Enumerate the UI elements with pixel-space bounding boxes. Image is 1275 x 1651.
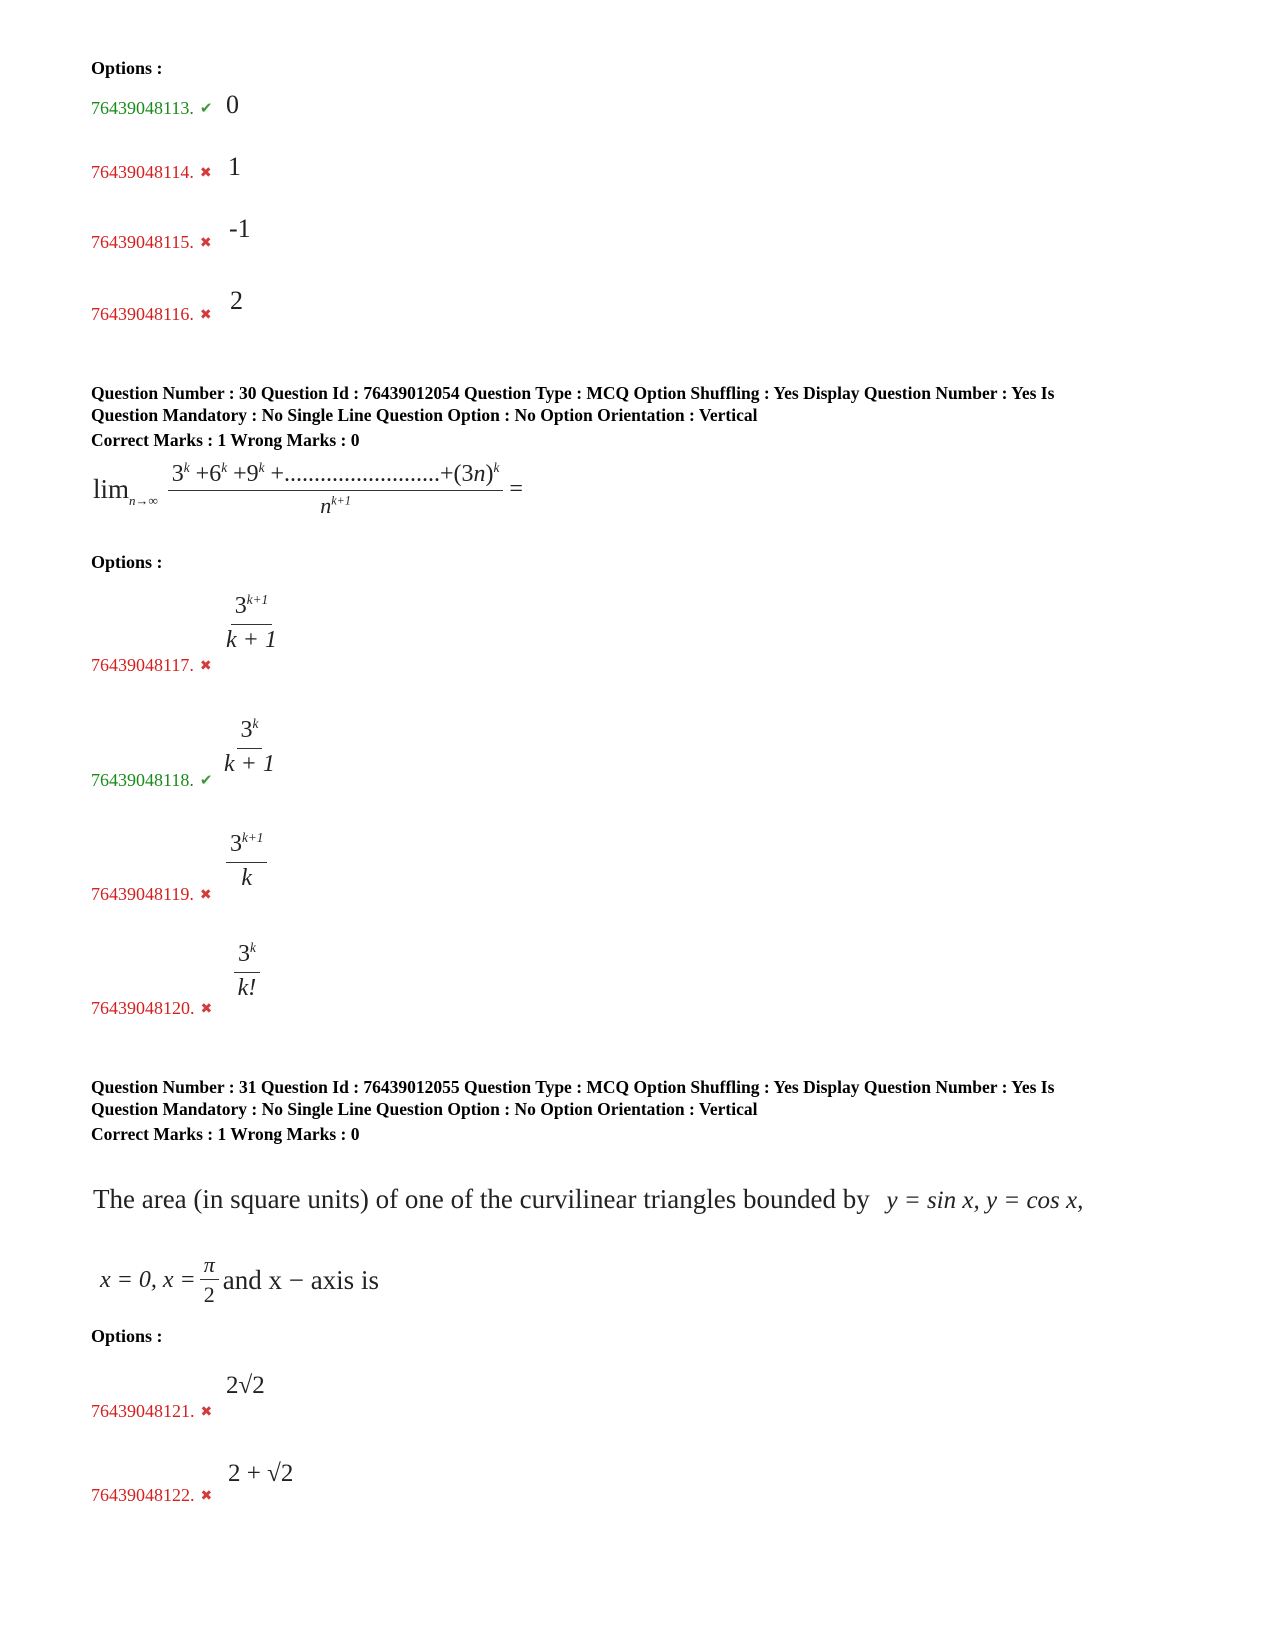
option-row [91, 1485, 212, 1506]
question-text-line2 [100, 1252, 379, 1308]
option-id: 76439048116. [91, 304, 194, 324]
option-id: 76439048117. [91, 655, 194, 675]
option-row [91, 162, 212, 183]
option-id: 76439048119. [91, 884, 194, 904]
option-row [91, 655, 212, 676]
question-text [93, 1184, 1083, 1215]
option-row [91, 884, 212, 905]
option-id: 76439048121. [91, 1401, 195, 1421]
option-value: -1 [229, 214, 251, 243]
cross-icon: ✖ [200, 1488, 213, 1504]
options-label: Options : [91, 58, 163, 78]
fraction-denominator: k! [237, 975, 257, 1001]
cross-icon: ✖ [200, 1001, 213, 1017]
option-row [91, 232, 212, 253]
fraction-numerator: $3^k +6^k +9^k +..........................+(3n)^k$ [168, 460, 504, 491]
cross-icon: ✖ [199, 235, 212, 251]
option-row [91, 998, 212, 1019]
fraction-denominator: k + 1 [226, 627, 277, 653]
option-value: 2√2 [226, 1372, 265, 1399]
option-id: 76439048122. [91, 1485, 195, 1505]
question-meta [91, 382, 1211, 451]
question-text-line: and x − axis is [222, 1264, 379, 1295]
option-id: 76439048115. [91, 232, 194, 252]
equals-sign: = [509, 476, 523, 502]
question-meta-line: Question Number : 30 Question Id : 76439012054 Question Type : MCQ Option Shuffling : Yes Display Question Number : Yes Is [91, 383, 1055, 403]
question-math [93, 460, 523, 519]
fraction-denominator: k [241, 865, 252, 891]
limit-fraction [168, 460, 504, 519]
option-value [226, 830, 267, 892]
question-meta-line: Question Mandatory : No Single Line Question Option : No Option Orientation : Vertical [91, 1099, 758, 1119]
option-value: 1 [228, 152, 241, 181]
option-id: 76439048120. [91, 998, 195, 1018]
option-id: 76439048118. [91, 770, 194, 790]
pi-over-2-fraction [200, 1252, 219, 1308]
option-value [224, 716, 275, 778]
question-math-inline: y = sin x, y = cos x, [886, 1187, 1084, 1214]
cross-icon: ✖ [199, 165, 212, 181]
fraction-denominator: $n^{k+1}$ [320, 493, 351, 518]
option-id: 76439048113. [91, 98, 194, 118]
fraction-numerator: $3^{k+1}$ [226, 830, 267, 863]
question-marks: Correct Marks : 1 Wrong Marks : 0 [91, 1124, 360, 1144]
fraction-numerator: $3^{k+1}$ [231, 592, 272, 625]
option-row [91, 304, 212, 325]
option-row [91, 770, 212, 791]
question-meta-line: Question Mandatory : No Single Line Question Option : No Option Orientation : Vertical [91, 405, 758, 425]
question-marks: Correct Marks : 1 Wrong Marks : 0 [91, 430, 360, 450]
cross-icon: ✖ [199, 887, 212, 903]
fraction-numerator: π [200, 1252, 219, 1280]
fraction-denominator: 2 [203, 1282, 215, 1307]
options-label: Options : [91, 1326, 163, 1346]
option-id: 76439048114. [91, 162, 194, 182]
option-value [226, 592, 277, 654]
cross-icon: ✖ [199, 658, 212, 674]
question-meta-line: Question Number : 31 Question Id : 76439012055 Question Type : MCQ Option Shuffling : Yes Display Question Number : Yes Is [91, 1077, 1055, 1097]
lim-subscript: n→∞ [129, 492, 158, 508]
option-value [234, 940, 260, 1002]
fraction-numerator: 3$^k$ [234, 940, 260, 973]
option-row [91, 1401, 212, 1422]
option-value: 2 [230, 286, 243, 315]
question-meta [91, 1076, 1211, 1145]
check-icon: ✔ [199, 99, 213, 117]
option-value: 0 [226, 90, 239, 119]
cross-icon: ✖ [199, 307, 212, 323]
option-value: 2 + √2 [228, 1460, 294, 1487]
lim-text: lim [93, 474, 130, 504]
fraction-denominator: k + 1 [224, 751, 275, 777]
question-math-inline: x = 0, x = [100, 1266, 196, 1293]
options-label: Options : [91, 552, 163, 572]
question-text-line: The area (in square units) of one of the curvilinear triangles bounded by [93, 1184, 870, 1214]
cross-icon: ✖ [200, 1404, 213, 1420]
check-icon: ✔ [199, 771, 213, 789]
option-row [91, 98, 212, 119]
fraction-numerator: 3$^k$ [237, 716, 263, 749]
